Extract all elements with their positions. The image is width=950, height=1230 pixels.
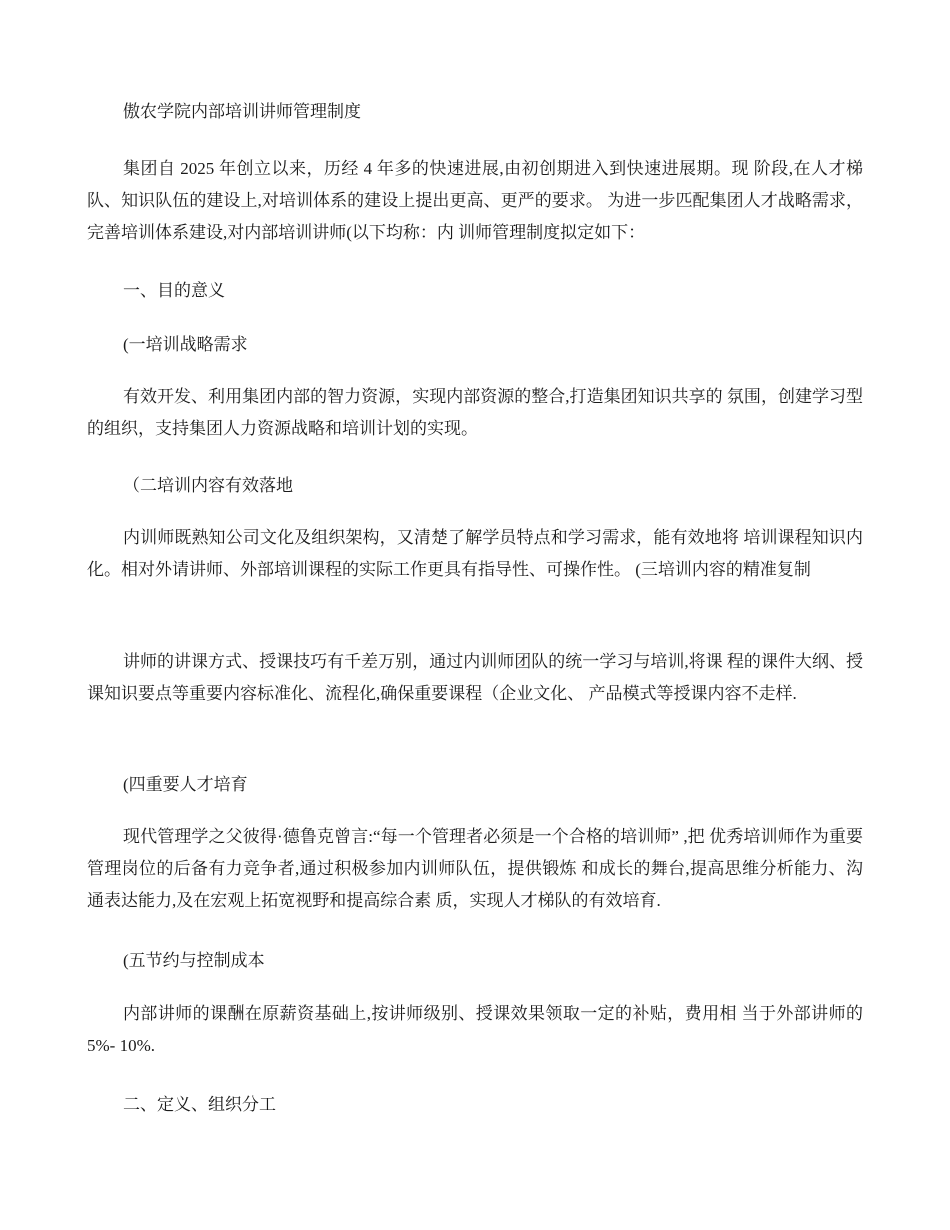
paragraph-content: 内训师既熟知公司文化及组织架构，又清楚了解学员特点和学习需求，能有效地将 培训课程知识内化。相对外请讲师、外部培训课程的实际工作更具有指导性、可操作性。 (三培训内容的精准复制 <box>87 528 863 579</box>
section-heading-definition: 二、定义、组织分工 <box>123 1095 276 1114</box>
subsection-heading-content: （二培训内容有效落地 <box>123 476 293 495</box>
paragraph-strategy: 有效开发、利用集团内部的智力资源，实现内部资源的整合,打造集团知识共享的 氛围，创建学习型的组织，支持集团人力资源战略和培训计划的实现。 <box>87 387 863 438</box>
paragraph-replication: 讲师的讲课方式、授课技巧有千差万别，通过内训师团队的统一学习与培训,将课 程的课件大纲、授课知识要点等重要内容标准化、流程化,确保重要课程（企业文化、 产品模式等授课内容不走样. <box>87 652 863 703</box>
section-heading-purpose: 一、目的意义 <box>123 281 225 300</box>
subsection-heading-talent: (四重要人才培育 <box>123 775 248 794</box>
paragraph-talent: 现代管理学之父彼得·德鲁克曾言:“每一个管理者必须是一个合格的培训师” ,把 优秀培训师作为重要管理岗位的后备有力竞争者,通过积极参加内训师队伍，提供锻炼 和成长的舞台,提高思维分析能力、沟通表达能力,及在宏观上拓宽视野和提高综合素 质，实现人才梯队的有效培育. <box>87 827 863 910</box>
paragraph-cost: 内部讲师的课酬在原薪资基础上,按讲师级别、授课效果领取一定的补贴，费用相 当于外部讲师的 5%- 10%. <box>87 1004 863 1055</box>
intro-paragraph: 集团自 2025 年创立以来，历经 4 年多的快速进展,由初创期进入到快速进展期。现 阶段,在人才梯队、知识队伍的建设上,对培训体系的建设上提出更高、更严的要求。 为进一步匹配集团人才战略需求，完善培训体系建设,对内部培训讲师(以下均称：内 训师管理制度拟定如下： <box>87 159 863 242</box>
subsection-heading-strategy: (一培训战略需求 <box>123 335 248 354</box>
subsection-heading-cost: (五节约与控制成本 <box>123 951 265 970</box>
document-title: 傲农学院内部培训讲师管理制度 <box>123 102 361 121</box>
